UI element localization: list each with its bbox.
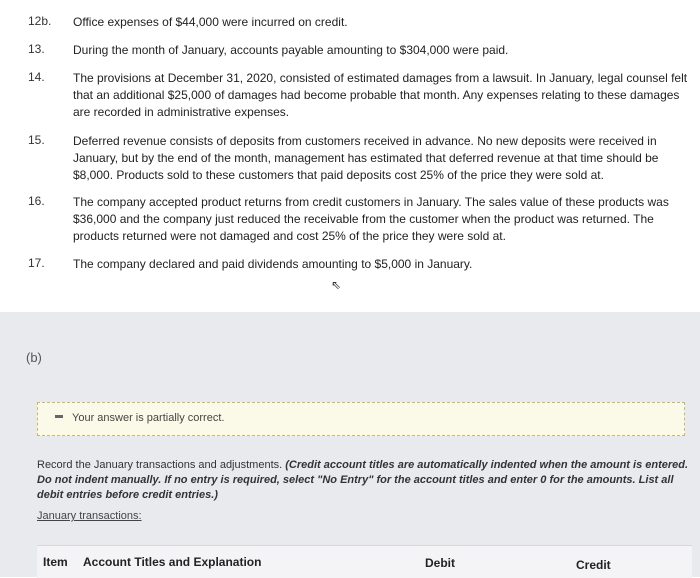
item-number: 13. [28,42,45,56]
item-text: Office expenses of $44,000 were incurred on credit. [73,15,348,29]
instructions-plain: Record the January transactions and adjustments. [37,459,286,471]
column-header-item: Item [43,555,68,569]
item-number: 15. [28,133,45,147]
feedback-text: Your answer is partially correct. [72,412,225,424]
item-text: During the month of January, accounts payable amounting to $304,000 were paid. [73,43,509,57]
instructions [37,458,692,503]
column-header-credit: Credit [576,558,611,572]
item-number: 12b. [28,14,52,28]
column-header-debit: Debit [425,556,455,570]
instructions-emphasis: (Credit account titles are automatically indented when the amount is entered. Do not indent manually. If no entry is required, select "No Entry" for the account titles and enter 0 for the amounts. List all debit entries before credit entries.) [37,459,689,501]
item-text: The company accepted product returns from credit customers in January. The sales value of these products was $36,000 and the company just reduced the receivable from the customer when the product was returned. The products returned were not damaged and cost 25% of the price they were sold at. [73,195,669,243]
column-header-account: Account Titles and Explanation [83,555,262,569]
item-number: 16. [28,194,45,208]
partial-correct-icon [55,415,63,418]
journal-table-header [37,545,692,578]
item-number: 17. [28,256,45,270]
item-text: Deferred revenue consists of deposits from customers received in advance. No new deposits were received in January, but by the end of the month, management has estimated that deferred revenue at that time should be $8,000. Products sold to these customers that paid deposits cost 25% of the price they were sold at. [73,134,659,182]
mouse-cursor-icon: ⇖ [331,278,342,292]
item-number: 14. [28,70,45,84]
answer-section [0,312,700,577]
part-label: (b) [26,350,42,365]
january-transactions-link[interactable]: January transactions: [37,510,142,522]
item-text: The company declared and paid dividends amounting to $5,000 in January. [73,257,473,271]
item-text: The provisions at December 31, 2020, consisted of estimated damages from a lawsuit. In January, legal counsel felt that an additional $25,000 of damages had become probable that month. Any expenses relating to these damages are recorded in administrative expenses. [73,71,688,119]
feedback-banner [37,402,685,436]
